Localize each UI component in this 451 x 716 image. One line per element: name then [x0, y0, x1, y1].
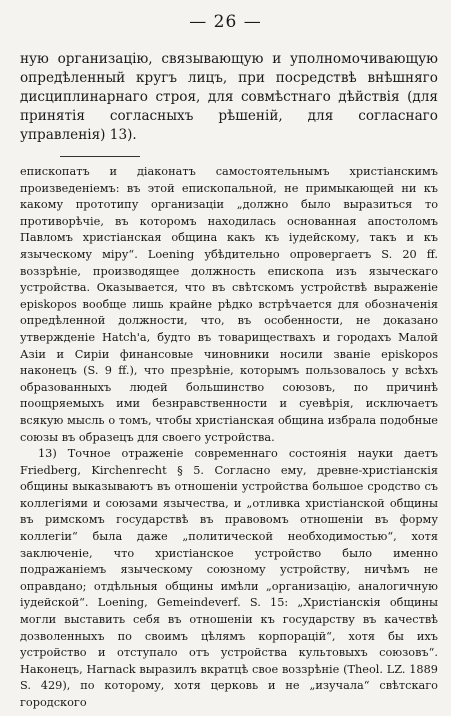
main-paragraph: ную организацію, связывающую и уполномочивающую опредѣленный кругъ лицъ, при посредствѣ внѣшняго дисциплинарнаго строя, для совмѣстнаго дѣйствія (для принятія согласныхъ рѣшеній, для согласнаго управленія) 13). — [20, 51, 438, 143]
footnote-continuation: епископатъ и діаконатъ самостоятельнымъ христіанскимъ произведеніемъ: въ этой епископальной, не примыкающей ни къ какому прототипу организаціи „должно было выразиться то противорѣчіе, въ которомъ находилась основанная апостоломъ Павломъ христіанская община какъ къ іудейскому, такъ и къ языческому міру“. Loening убѣдительно опровергаетъ S. 20 ff. воззрѣніе, производящее должность епископа изъ языческаго устройства. Оказывается, что въ свѣтскомъ устройствѣ выраженіе episkopos вообще лишь крайне рѣдко встрѣчается для обозначенія опредѣленной должности, что, въ особенности, не доказано утвержденіе Hatch'a, будто въ товариществахъ и городахъ Малой Азіи и Сиріи финансовые чиновники носили званіе episkopos наконецъ (S. 9 ff.), что презрѣніе, которымъ пользовалось у всѣхъ образованныхъ людей большинство союзовъ, по причинѣ поощряемыхъ ими безнравственности и суевѣрія, исключаетъ всякую мысль о томъ, чтобы христіанская община избрала подобные союзы въ образецъ для своего устройства. — [20, 165, 438, 444]
main-text — [20, 50, 438, 145]
footnote-13: 13) Точное отраженіе современнаго состоянія науки даетъ Friedberg, Kirchenrecht § 5. Согласно ему, древне-христіанскія общины выказываютъ въ отношеніи устройства большое сродство съ коллегіями и союзами язычества, и „отливка христіанской общины въ римскомъ государствѣ въ правовомъ отношеніи въ форму коллегіи“ была даже „политической необходимостью“, хотя заключеніе, что христіанское устройство было именно подражаніемъ языческому союзному устройству, ничѣмъ не оправдано; отдѣльныя общины имѣли „организацію, аналогичную іудейской“. Loening, Gemeindeverf. S. 15: „Христіанскія общины могли выставить себя въ отношеніи къ государству въ качествѣ дозволенныхъ по своимъ цѣлямъ корпорацій“, хотя бы ихъ устройство и отступало отъ устройства культовыхъ союзовъ“. Наконецъ, Harnack выразилъ вкратцѣ свое воззрѣніе (Theol. LZ. 1889 S. 429), по которому, хотя церковь и не „изучала“ свѣтскаго городского — [20, 447, 438, 709]
footnote-separator — [60, 156, 140, 157]
footnotes — [20, 164, 438, 712]
page-number: — 26 — — [189, 12, 262, 32]
